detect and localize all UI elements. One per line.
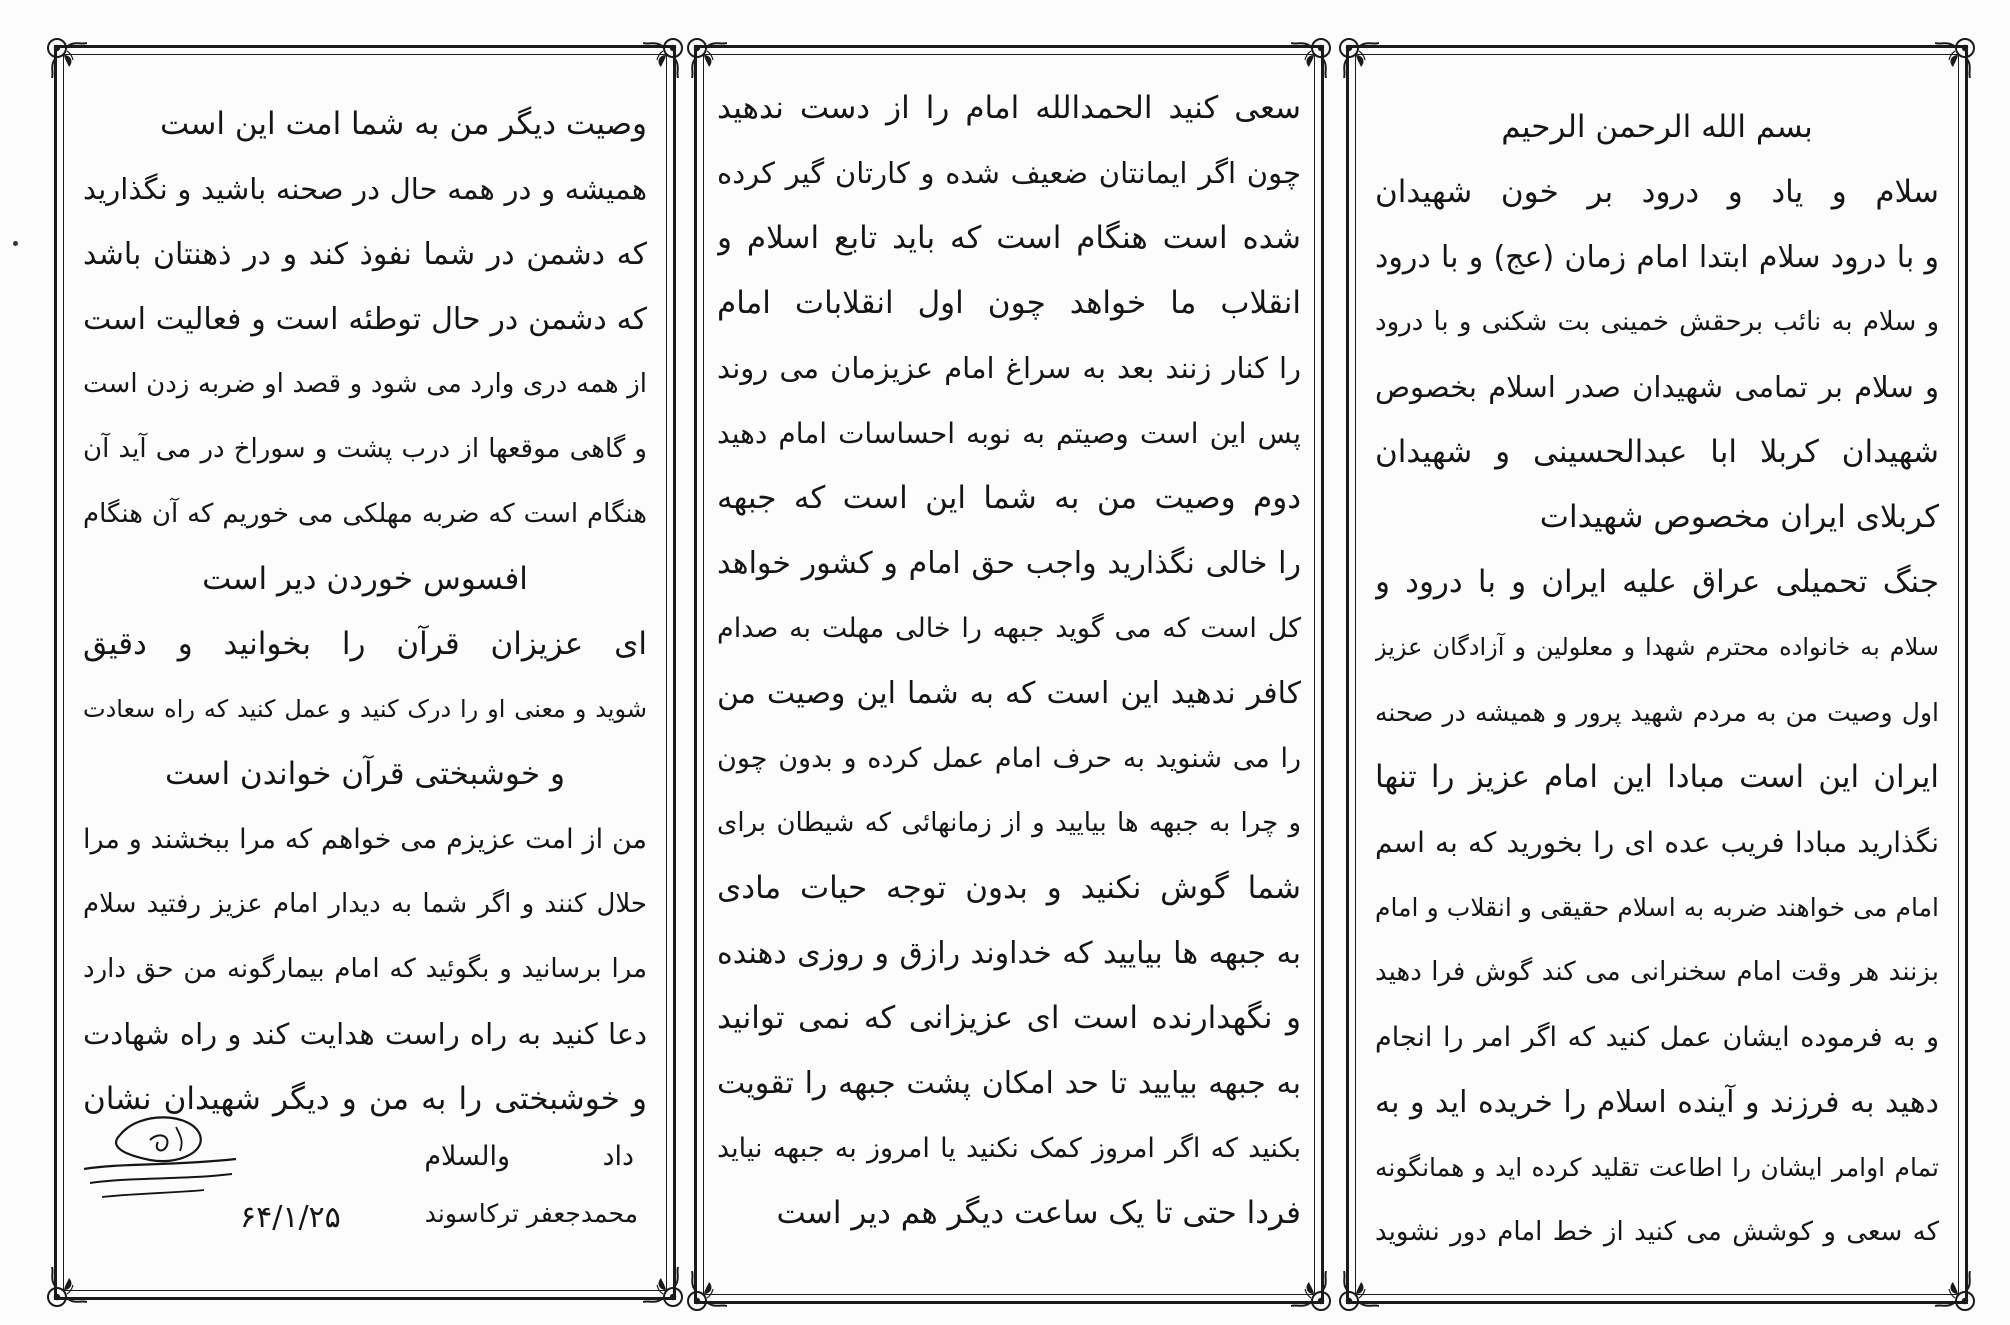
line-text: و خوشبختی قرآن خواندن است xyxy=(165,756,565,792)
corner-ornament-icon xyxy=(643,1267,687,1311)
line-text: سلام و یاد و درود بر خون شهیدان xyxy=(1375,174,1939,210)
text-line xyxy=(717,271,1301,336)
text-line xyxy=(1375,225,1939,290)
column-text-middle xyxy=(717,76,1301,1246)
signer-name: محمدجعفر ترکاسوند xyxy=(424,1199,638,1228)
column-frame-right xyxy=(1346,45,1968,1304)
line-text: وصیت دیگر من به شما امت این است xyxy=(159,106,647,142)
column-text-right xyxy=(1375,95,1939,1265)
text-line xyxy=(83,157,647,222)
line-text: بکنید که اگر امروز کمک نکنید یا امروز به جبهه نیاید xyxy=(717,1133,1301,1164)
line-text: و سلام به نائب برحقش خمینی بت شکنی و با درود xyxy=(1375,307,1939,337)
text-line xyxy=(1375,420,1939,485)
line-text: و گاهی موقعها از درب پشت و سوراخ در می آید آن xyxy=(83,434,647,464)
line-text: سعی کنید الحمدالله امام را از دست ندهید xyxy=(717,90,1301,126)
corner-ornament-icon xyxy=(1335,1271,1379,1315)
corner-ornament-icon xyxy=(643,34,687,78)
text-line xyxy=(717,336,1301,401)
text-line xyxy=(83,482,647,547)
text-line-heading xyxy=(1375,95,1939,160)
corner-ornament-icon xyxy=(1935,34,1979,78)
text-line xyxy=(1375,290,1939,355)
line-text: من از امت عزیزم می خواهم که مرا ببخشند و مرا xyxy=(83,824,647,855)
line-text: و سلام بر تمامی شهیدان صدر اسلام بخصوص xyxy=(1375,370,1939,404)
corner-ornament-icon xyxy=(1291,1271,1335,1315)
corner-ornament-icon xyxy=(683,34,727,78)
document-date: ۶۴/۱/۲۵ xyxy=(240,1200,341,1235)
line-text: نگذارید مبادا فریب عده ای را بخورید که به اسم xyxy=(1375,826,1939,859)
scan-speck xyxy=(13,241,18,246)
closing-salutation: والسلام xyxy=(424,1141,510,1172)
text-line xyxy=(83,417,647,482)
line-text: از همه دری وارد می شود و قصد او ضربه زدن است xyxy=(83,369,647,399)
text-line xyxy=(83,352,647,417)
line-text: هنگام است که ضربه مهلکی می خوریم که آن هنگام xyxy=(83,499,647,529)
corner-ornament-icon xyxy=(1335,34,1379,78)
text-line xyxy=(717,1051,1301,1116)
text-line xyxy=(717,986,1301,1051)
line-text: و چرا به جبهه ها بیایید و از زمانهائی که شیطان برای xyxy=(717,808,1301,838)
corner-ornament-icon xyxy=(1291,34,1335,78)
text-line xyxy=(83,742,647,807)
line-text: شده است هنگام است که باید تابع اسلام و xyxy=(717,220,1301,256)
line-text: کل است که می گوید جبهه را خالی مهلت به صدام xyxy=(717,613,1301,644)
line-text: چون اگر ایمانتان ضعیف شده و کارتان گیر کرده xyxy=(717,156,1301,190)
text-line xyxy=(1375,1005,1939,1070)
line-text: که دشمن در حال توطئه است و فعالیت است xyxy=(83,302,647,337)
text-line xyxy=(1375,355,1939,420)
line-text: سلام به خانواده محترم شهدا و معلولین و آزادگان عزیز xyxy=(1375,633,1939,661)
line-text: شوید و معنی او را درک کنید و عمل کنید که راه سعادت xyxy=(83,695,647,723)
line-text: را خالی نگذارید واجب حق امام و کشور خواهد xyxy=(717,546,1301,581)
line-text: که سعی و کوشش می کنید از خط امام دور نشوید xyxy=(1375,1217,1939,1247)
text-line xyxy=(717,531,1301,596)
text-line xyxy=(1375,1070,1939,1135)
line-text: انقلاب ما خواهد چون اول انقلابات امام xyxy=(717,285,1301,321)
text-line xyxy=(717,1116,1301,1181)
column-frame-left xyxy=(54,45,676,1300)
text-line xyxy=(83,937,647,1002)
line-text: و نگهدارنده است ای عزیزانی که نمی توانید xyxy=(717,1000,1301,1036)
line-text: دهید به فرزند و آینده اسلام را خریده اید و به xyxy=(1375,1085,1939,1120)
line-text: افسوس خوردن دیر است xyxy=(202,561,528,597)
line-text: امام می خواهند ضربه به اسلام حقیقی و انقلاب و امام xyxy=(1375,893,1939,922)
column-text-left xyxy=(83,92,647,1132)
line-text: و به فرموده ایشان عمل کنید که اگر امر را انجام xyxy=(1375,1022,1939,1053)
line-text: به جبهه ها بیایید که خداوند رازق و روزی دهنده xyxy=(717,936,1301,971)
line-text: ای عزیزان قرآن را بخوانید و دقیق xyxy=(83,626,647,662)
line-text: جنگ تحمیلی عراق علیه ایران و با درود و xyxy=(1375,564,1939,600)
text-line xyxy=(1375,680,1939,745)
text-line xyxy=(717,1181,1301,1246)
line-text: شهیدان کربلا ابا عبدالحسینی و شهیدان xyxy=(1375,434,1939,470)
column-frame-middle xyxy=(694,45,1324,1304)
text-line xyxy=(717,921,1301,986)
text-line xyxy=(717,596,1301,661)
line-text: کافر ندهید این است که به شما این وصیت من xyxy=(717,676,1301,711)
line-text: را کنار زنند بعد به سراغ امام عزیزمان می روند xyxy=(717,351,1301,385)
line-text: تمام اوامر ایشان را اطاعت تقلید کرده اید و همانگونه xyxy=(1375,1153,1939,1182)
text-line xyxy=(717,401,1301,466)
corner-ornament-icon xyxy=(683,1271,727,1315)
line-text: شما گوش نکنید و بدون توجه حیات مادی xyxy=(717,870,1301,906)
line-text: حلال کنند و اگر شما به دیدار امام عزیز رفتید سلام xyxy=(83,889,647,919)
text-line xyxy=(1375,550,1939,615)
text-line xyxy=(717,856,1301,921)
text-line xyxy=(83,807,647,872)
line-text: دعا کنید به راه راست هدایت کند و راه شهادت xyxy=(83,1017,647,1051)
text-line xyxy=(717,791,1301,856)
text-line xyxy=(1375,1200,1939,1265)
text-line xyxy=(1375,1135,1939,1200)
basmala: بسم الله الرحمن الرحیم xyxy=(1501,109,1813,145)
text-line xyxy=(1375,745,1939,810)
text-line xyxy=(1375,810,1939,875)
text-line xyxy=(83,1002,647,1067)
line-text: پس این است وصیتم به نوبه احساسات امام دهید xyxy=(717,417,1301,450)
text-line xyxy=(1375,615,1939,680)
text-line xyxy=(1375,940,1939,1005)
handwritten-signature xyxy=(80,1105,240,1205)
text-line xyxy=(83,287,647,352)
text-line xyxy=(717,206,1301,271)
line-text: ایران این است مبادا این امام عزیز را تنها xyxy=(1375,759,1939,795)
line-text: و با درود سلام ابتدا امام زمان (عج) و با درود xyxy=(1375,240,1939,275)
corner-ornament-icon xyxy=(43,34,87,78)
text-line xyxy=(1375,485,1939,550)
text-line xyxy=(717,141,1301,206)
line-text: دوم وصیت من به شما این است که جبهه xyxy=(717,480,1301,516)
text-line xyxy=(83,547,647,612)
line-text: بزنند هر وقت امام سخنرانی می کند گوش فرا دهید xyxy=(1375,957,1939,987)
line-text: و خوشبختی را به من و دیگر شهیدان نشان xyxy=(83,1081,647,1117)
text-line xyxy=(83,222,647,287)
text-line xyxy=(717,661,1301,726)
line-text: فردا حتی تا یک ساعت دیگر هم دیر است xyxy=(776,1195,1301,1231)
line-text: به جبهه بیایید تا حد امکان پشت جبهه را تقویت xyxy=(717,1066,1301,1101)
text-line xyxy=(717,76,1301,141)
text-line xyxy=(717,466,1301,531)
line-text: که دشمن در شما نفوذ کند و در ذهنتان باشد xyxy=(83,237,647,272)
line-text: کربلای ایران مخصوص شهیدات xyxy=(1539,499,1939,535)
text-line xyxy=(83,872,647,937)
line-text: اول وصیت من به مردم شهید پرور و همیشه در صحنه xyxy=(1375,698,1939,727)
line-text: مرا برسانید و بگوئید که امام بیمارگونه من حق دارد xyxy=(83,954,647,984)
text-line xyxy=(1375,160,1939,225)
corner-ornament-icon xyxy=(43,1267,87,1311)
text-line xyxy=(717,726,1301,791)
closing-word: داد xyxy=(602,1141,634,1172)
line-text: را می شنوید به حرف امام عمل کرده و بدون چون xyxy=(717,743,1301,774)
text-line xyxy=(1375,875,1939,940)
line-text: همیشه و در همه حال در صحنه باشید و نگذارید xyxy=(83,172,647,206)
text-line xyxy=(83,612,647,677)
text-line xyxy=(83,677,647,742)
corner-ornament-icon xyxy=(1935,1271,1979,1315)
text-line xyxy=(83,92,647,157)
